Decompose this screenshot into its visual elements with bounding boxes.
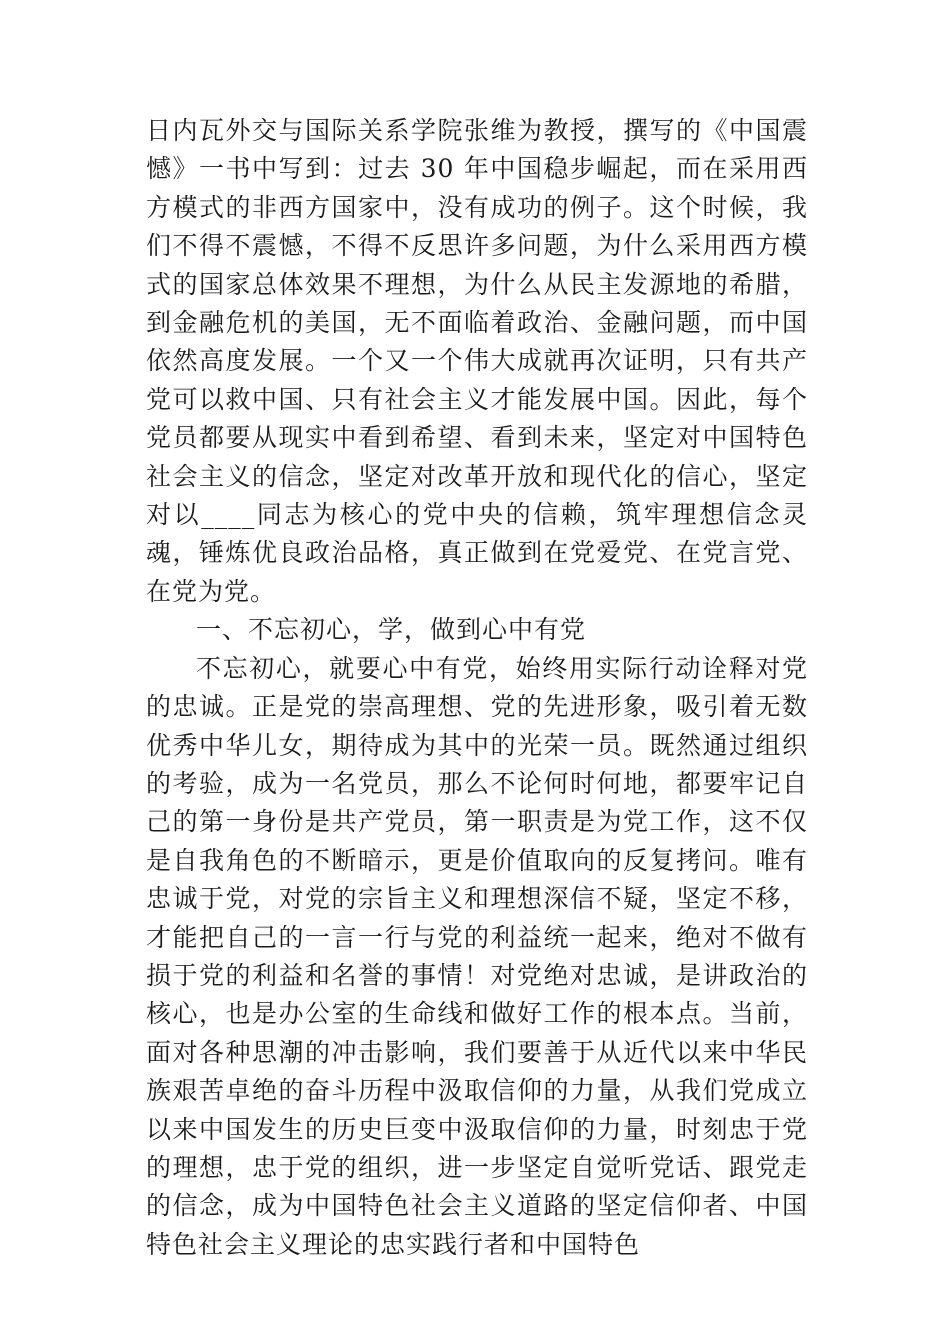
paragraph-intro: 日内瓦外交与国际关系学院张维为教授，撰写的《中国震憾》一书中写到：过去 30 年中国稳步崛起，而在采用西方模式的非西方国家中，没有成功的例子。这个时候，我们不得不震憾，不得不反思许多问题，为什么采用西方模式的国家总体效果不理想，为什么从民主发源地的希腊，到金融危机的美国，无不面临着政治、金融问题，而中国依然高度发展。一个又一个伟大成就再次证明，只有共产党可以救中国、只有社会主义才能发展中国。因此，每个党员都要从现实中看到希望、看到未来，坚定对中国特色社会主义的信念，坚定对改革开放和现代化的信心，坚定对以____同志为核心的党中央的信赖，筑牢理想信念灵魂，锤炼优良政治品格，真正做到在党爱党、在党言党、在党为党。 (146, 116, 808, 606)
paragraph-body: 不忘初心，就要心中有党，始终用实际行动诠释对党的忠诚。正是党的崇高理想、党的先进形象，吸引着无数优秀中华儿女，期待成为其中的光荣一员。既然通过组织的考验，成为一名党员，那么不论何时何地，都要牢记自己的第一身份是共产党员，第一职责是为党工作，这不仅是自我角色的不断暗示，更是价值取向的反复拷问。唯有忠诚于党，对党的宗旨主义和理想深信不疑，坚定不移，才能把自己的一言一行与党的利益统一起来，绝对不做有损于党的利益和名誉的事情！对党绝对忠诚，是讲政治的核心，也是办公室的生命线和做好工作的根本点。当前，面对各种思潮的冲击影响，我们要善于从近代以来中华民族艰苦卓绝的奋斗历程中汲取信仰的力量，从我们党成立以来中国发生的历史巨变中汲取信仰的力量，时刻忠于党的理想，忠于党的组织，进一步坚定自觉听党话、跟党走的信念，成为中国特色社会主义道路的坚定信仰者、中国特色社会主义理论的忠实践行者和中国特色 (146, 653, 808, 1259)
section-heading-1: 一、不忘初心，学，做到心中有党 (196, 615, 587, 645)
document-page (146, 112, 808, 1264)
